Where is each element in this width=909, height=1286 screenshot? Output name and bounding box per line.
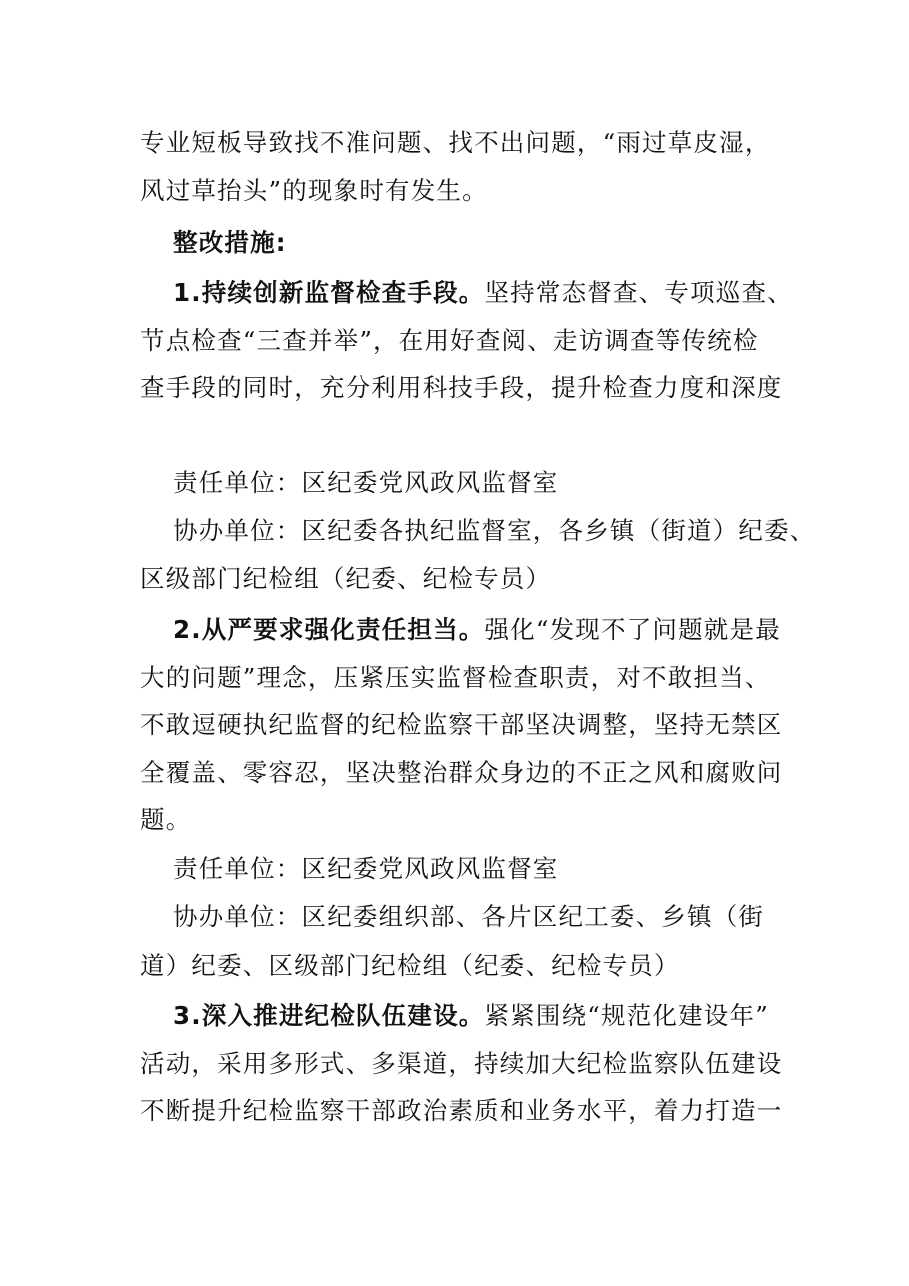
measure-title: 深入推进纪检队伍建设。: [201, 1001, 485, 1030]
paragraph-line: 查手段的同时，充分利用科技手段，提升检查力度和深度: [140, 373, 783, 402]
paragraph-line: 不断提升纪检监察干部政治素质和业务水平，着力打造一: [140, 1096, 783, 1125]
measure-text: 坚持常态督查、专项巡查、: [484, 278, 793, 307]
paragraph-line: 专业短板导致找不准问题、找不出问题，“雨过草皮湿，: [140, 128, 771, 157]
responsible-unit: 责任单位：区纪委党风政风监督室: [173, 854, 559, 883]
paragraph-line: 全覆盖、零容忍，坚决整治群众身边的不正之风和腐败问: [140, 758, 783, 787]
measure-2-line: [173, 613, 781, 647]
measure-number: 1.: [173, 278, 202, 307]
responsible-unit: 责任单位：区纪委党风政风监督室: [173, 468, 559, 497]
paragraph-line: 区级部门纪检组（纪委、纪检专员）: [140, 564, 552, 593]
paragraph-line: 不敢逗硬执纪监督的纪检监察干部坚决调整，坚持无禁区: [140, 710, 783, 739]
measure-title: 持续创新监督检查手段。: [201, 278, 485, 307]
measure-text: 强化“发现不了问题就是最: [484, 615, 781, 644]
section-heading: 整改措施:: [173, 228, 287, 257]
paragraph-line: 道）纪委、区级部门纪检组（纪委、纪检专员）: [140, 951, 680, 980]
measure-number: 2.: [173, 615, 202, 644]
measure-1-line: [173, 276, 793, 310]
paragraph-line: 节点检查“三查并举”，在用好查阅、走访调查等传统检: [140, 326, 759, 355]
paragraph-line: 风过草抬头”的现象时有发生。: [140, 176, 488, 205]
assisting-unit: 协办单位：区纪委各执纪监督室，各乡镇（街道）纪委、: [173, 516, 816, 545]
paragraph-line: 活动，采用多形式、多渠道，持续加大纪检监察队伍建设: [140, 1049, 783, 1078]
paragraph-line: 题。: [140, 805, 192, 834]
measure-text: 紧紧围绕“规范化建设年”: [484, 1001, 769, 1030]
measure-3-line: [173, 999, 769, 1033]
measure-title: 从严要求强化责任担当。: [201, 615, 485, 644]
measure-number: 3.: [173, 1001, 202, 1030]
paragraph-line: 大的问题”理念，压紧压实监督检查职责，对不敢担当、: [140, 663, 771, 692]
assisting-unit: 协办单位：区纪委组织部、各片区纪工委、乡镇（街: [173, 902, 765, 931]
